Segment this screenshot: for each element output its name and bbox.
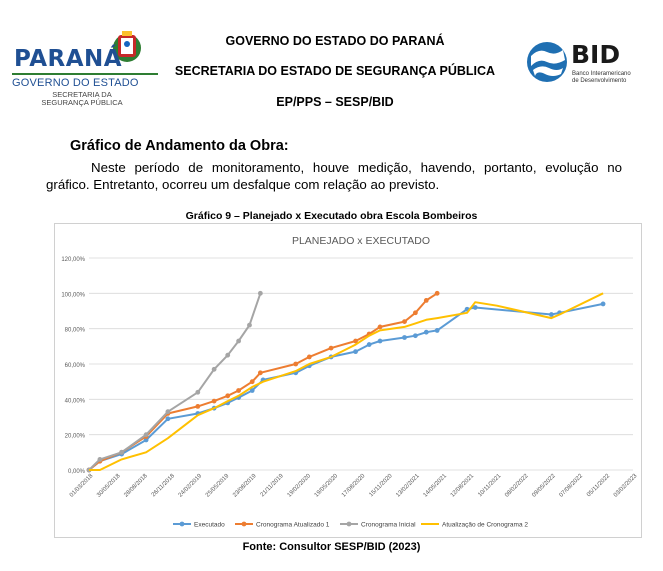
parana-logo-divider xyxy=(12,73,158,75)
series-point-0 xyxy=(601,302,606,307)
y-tick-label: 20,00% xyxy=(64,433,85,440)
series-line-2 xyxy=(89,293,260,470)
x-tick-label: 01/03/2018 xyxy=(68,473,95,499)
x-tick-label: 24/02/2019 xyxy=(177,473,204,499)
series-point-1 xyxy=(212,399,217,404)
series-point-0 xyxy=(424,330,429,335)
x-tick-label: 30/05/2018 xyxy=(96,473,122,499)
parana-dept-line1: SECRETARIA DA xyxy=(52,90,112,99)
series-point-1 xyxy=(378,325,383,330)
series-point-2 xyxy=(236,339,241,344)
series-point-2 xyxy=(195,390,200,395)
series-point-2 xyxy=(225,353,230,358)
header-line-3: EP/PPS – SESP/BID xyxy=(276,95,394,109)
series-point-0 xyxy=(413,333,418,338)
series-point-0 xyxy=(549,312,554,317)
series-point-1 xyxy=(225,393,230,398)
x-tick-label: 13/02/2021 xyxy=(395,473,421,499)
x-tick-label: 12/08/2021 xyxy=(449,473,476,499)
series-point-1 xyxy=(413,310,418,315)
legend-label-0: Executado xyxy=(194,521,225,529)
series-point-1 xyxy=(236,388,241,393)
x-tick-label: 15/11/2020 xyxy=(368,473,394,499)
series-point-2 xyxy=(119,450,124,455)
y-tick-label: 100,00% xyxy=(61,292,85,299)
legend-marker-1 xyxy=(242,522,247,527)
planejado-executado-chart xyxy=(55,224,641,537)
bid-sub-line2: de Desenvolvimento xyxy=(572,78,627,84)
series-point-2 xyxy=(247,323,252,328)
x-tick-label: 25/05/2019 xyxy=(204,473,231,499)
series-point-1 xyxy=(424,298,429,303)
header-line-1: GOVERNO DO ESTADO DO PARANÁ xyxy=(225,34,445,48)
x-tick-label: 10/11/2021 xyxy=(477,473,503,499)
section-title: Gráfico de Andamento da Obra: xyxy=(70,138,289,154)
x-tick-label: 09/05/2022 xyxy=(531,473,557,499)
x-tick-label: 14/05/2021 xyxy=(422,473,449,499)
x-tick-label: 21/11/2019 xyxy=(259,473,285,499)
legend-label-3: Atualização de Cronograma 2 xyxy=(442,521,528,529)
bid-logo-word: BID xyxy=(571,40,621,69)
series-point-0 xyxy=(367,342,372,347)
bid-globe-icon xyxy=(525,40,569,84)
x-tick-label: 03/02/2023 xyxy=(612,473,639,499)
x-tick-label: 26/11/2018 xyxy=(150,473,177,499)
parana-dept-line2: SEGURANÇA PÚBLICA xyxy=(41,98,123,107)
series-point-1 xyxy=(435,291,440,296)
series-point-2 xyxy=(165,409,170,414)
bid-sub-line1: Banco Interamericano xyxy=(572,71,631,77)
legend-label-2: Cronograma Inicial xyxy=(361,521,416,529)
series-point-0 xyxy=(378,339,383,344)
figure-source: Fonte: Consultor SESP/BID (2023) xyxy=(242,541,421,553)
section-paragraph: Neste período de monitoramento, houve medição, havendo, portanto, evolução no gráfico. Entretanto, ocorreu um desfalque com relação ao previsto. xyxy=(46,160,622,192)
legend-marker-2 xyxy=(347,522,352,527)
x-tick-label: 05/11/2022 xyxy=(586,473,612,499)
series-point-1 xyxy=(329,346,334,351)
legend-marker-0 xyxy=(180,522,185,527)
bid-logo xyxy=(525,38,655,98)
parana-logo-department xyxy=(12,91,152,107)
series-point-0 xyxy=(435,328,440,333)
y-tick-label: 80,00% xyxy=(64,327,85,334)
series-point-2 xyxy=(97,457,102,462)
parana-logo-word: PARANÁ xyxy=(14,46,123,72)
y-tick-label: 0,00% xyxy=(67,469,85,475)
series-point-1 xyxy=(258,370,263,375)
x-tick-label: 17/08/2020 xyxy=(340,473,367,499)
series-point-1 xyxy=(293,362,298,367)
chart-container xyxy=(54,223,642,538)
parana-logo xyxy=(0,20,170,120)
series-point-1 xyxy=(250,379,255,384)
series-point-0 xyxy=(165,416,170,421)
series-point-0 xyxy=(353,349,358,354)
x-tick-label: 08/02/2022 xyxy=(504,473,530,499)
x-tick-label: 19/02/2020 xyxy=(286,473,313,499)
figure-caption: Gráfico 9 – Planejado x Executado obra Escola Bombeiros xyxy=(185,210,478,222)
x-tick-label: 23/08/2019 xyxy=(232,473,258,499)
x-tick-label: 07/08/2022 xyxy=(558,473,585,499)
y-tick-label: 60,00% xyxy=(64,363,85,369)
series-point-0 xyxy=(402,335,407,340)
header-line-2: SECRETARIA DO ESTADO DE SEGURANÇA PÚBLICA xyxy=(174,64,496,78)
x-tick-label: 28/08/2018 xyxy=(123,473,149,499)
series-line-3 xyxy=(89,293,603,470)
series-point-2 xyxy=(212,367,217,372)
y-tick-label: 40,00% xyxy=(64,398,85,405)
x-tick-label: 19/05/2020 xyxy=(313,473,340,499)
legend-label-1: Cronograma Atualizado 1 xyxy=(256,521,330,529)
series-point-1 xyxy=(402,319,407,324)
series-point-1 xyxy=(307,355,312,360)
parana-logo-subtitle: GOVERNO DO ESTADO xyxy=(12,77,139,89)
series-point-2 xyxy=(258,291,263,296)
bid-logo-subtitle xyxy=(572,71,652,85)
y-tick-label: 120,00% xyxy=(61,257,85,263)
series-point-2 xyxy=(144,432,149,437)
chart-title: PLANEJADO x EXECUTADO xyxy=(291,235,431,247)
series-point-1 xyxy=(195,404,200,409)
